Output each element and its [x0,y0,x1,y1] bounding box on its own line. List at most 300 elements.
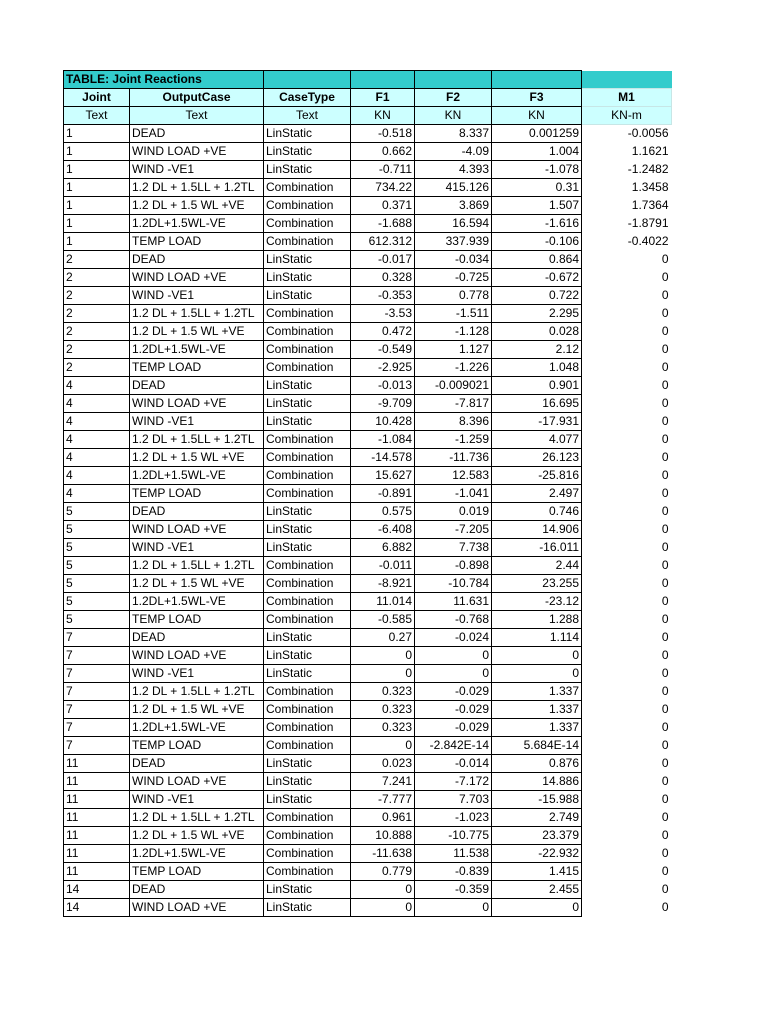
cell-outputcase: WIND -VE1 [130,665,264,683]
cell-m1: -0.0056 [627,126,669,141]
table-row [64,413,672,431]
cell-casetype: LinStatic [264,125,351,143]
cell-f3: 23.379 [492,827,582,845]
cell-f3: 14.886 [492,773,582,791]
table-row [64,251,672,269]
cell-joint: 1 [64,233,130,251]
cell-casetype: LinStatic [264,251,351,269]
cell-joint: 11 [64,755,130,773]
cell-joint: 7 [64,737,130,755]
cell-casetype: LinStatic [264,413,351,431]
cell-joint: 14 [64,899,130,917]
unit-m1: KN-m [582,107,672,125]
cell-f1: 15.627 [351,467,415,485]
cell-f2: 11.538 [415,845,492,863]
cell-outputcase: 1.2 DL + 1.5 WL +VE [130,197,264,215]
title-fill-cell [351,71,415,89]
cell-f1: 7.241 [351,773,415,791]
cell-f3: -1.078 [492,161,582,179]
cell-joint: 7 [64,701,130,719]
cell-f1: -2.925 [351,359,415,377]
cell-casetype: Combination [264,863,351,881]
cell-f3: -23.12 [492,593,582,611]
table-row [64,701,672,719]
cell-m1: 0 [661,432,669,446]
cell-f2: -0.359 [415,881,492,899]
cell-f3: -0.672 [492,269,582,287]
cell-f3: -1.616 [492,215,582,233]
cell-m1: 0 [661,450,669,464]
cell-f3: 0.722 [492,287,582,305]
cell-outputcase: 1.2 DL + 1.5 WL +VE [130,701,264,719]
table-row [64,683,672,701]
cell-f2: 415.126 [415,179,492,197]
cell-m1: 1.1621 [631,144,669,158]
cell-f2: -7.205 [415,521,492,539]
table-row [64,215,672,233]
cell-f3: -25.816 [492,467,582,485]
table-row [64,143,672,161]
cell-casetype: LinStatic [264,665,351,683]
table-body [64,125,672,917]
cell-joint: 1 [64,215,130,233]
cell-outputcase: DEAD [130,629,264,647]
cell-m1: -0.4022 [627,234,669,248]
cell-m1: 0 [661,540,669,554]
cell-f2: -1.041 [415,485,492,503]
cell-casetype: Combination [264,485,351,503]
cell-f2: -0.029 [415,719,492,737]
table-row [64,791,672,809]
cell-joint: 1 [64,125,130,143]
cell-f2: -1.259 [415,431,492,449]
cell-f1: -0.518 [351,125,415,143]
cell-outputcase: DEAD [130,125,264,143]
cell-outputcase: 1.2 DL + 1.5LL + 1.2TL [130,431,264,449]
cell-f1: -14.578 [351,449,415,467]
cell-casetype: Combination [264,341,351,359]
table-row [64,593,672,611]
title-fill-cell [264,71,351,89]
cell-f2: 0.778 [415,287,492,305]
cell-casetype: Combination [264,827,351,845]
unit-f1: KN [351,107,415,125]
cell-joint: 7 [64,683,130,701]
cell-f1: 0.472 [351,323,415,341]
table-row [64,341,672,359]
cell-outputcase: WIND LOAD +VE [130,899,264,917]
cell-f1: -9.709 [351,395,415,413]
unit-outputcase: Text [130,107,264,125]
cell-outputcase: 1.2DL+1.5WL-VE [130,215,264,233]
cell-casetype: LinStatic [264,161,351,179]
cell-m1: 0 [661,738,669,752]
cell-outputcase: 1.2DL+1.5WL-VE [130,845,264,863]
cell-outputcase: 1.2 DL + 1.5 WL +VE [130,323,264,341]
cell-outputcase: WIND LOAD +VE [130,773,264,791]
cell-m1: 0 [661,846,669,860]
cell-f1: 0.27 [351,629,415,647]
table-row [64,161,672,179]
cell-m1: 0 [661,522,669,536]
cell-outputcase: WIND LOAD +VE [130,143,264,161]
cell-m1: 0 [661,666,669,680]
cell-f2: -10.775 [415,827,492,845]
cell-m1: 0 [661,486,669,500]
cell-outputcase: 1.2 DL + 1.5LL + 1.2TL [130,557,264,575]
cell-outputcase: TEMP LOAD [130,359,264,377]
cell-f2: -1.128 [415,323,492,341]
unit-f2: KN [415,107,492,125]
cell-casetype: LinStatic [264,377,351,395]
cell-f2: 8.337 [415,125,492,143]
cell-casetype: LinStatic [264,269,351,287]
column-header-casetype: CaseType [264,89,351,107]
cell-m1: 0 [661,828,669,842]
column-header-m1: M1 [582,89,672,107]
cell-outputcase: 1.2 DL + 1.5LL + 1.2TL [130,809,264,827]
cell-joint: 5 [64,593,130,611]
cell-m1: 0 [661,288,669,302]
cell-joint: 11 [64,773,130,791]
cell-casetype: LinStatic [264,629,351,647]
cell-f2: 8.396 [415,413,492,431]
cell-outputcase: WIND LOAD +VE [130,647,264,665]
cell-casetype: Combination [264,449,351,467]
cell-f2: -0.898 [415,557,492,575]
cell-outputcase: WIND -VE1 [130,161,264,179]
cell-f2: 3.869 [415,197,492,215]
cell-joint: 5 [64,503,130,521]
cell-f1: 0.961 [351,809,415,827]
cell-outputcase: WIND -VE1 [130,287,264,305]
cell-f2: -0.839 [415,863,492,881]
cell-m1: 0 [661,810,669,824]
cell-m1: 0 [661,774,669,788]
cell-outputcase: TEMP LOAD [130,233,264,251]
cell-outputcase: 1.2DL+1.5WL-VE [130,467,264,485]
cell-outputcase: TEMP LOAD [130,611,264,629]
cell-joint: 4 [64,431,130,449]
cell-f2: -0.029 [415,701,492,719]
table-row [64,557,672,575]
cell-joint: 5 [64,575,130,593]
cell-m1: 0 [661,306,669,320]
cell-outputcase: WIND LOAD +VE [130,269,264,287]
table-row [64,845,672,863]
cell-f3: 14.906 [492,521,582,539]
cell-joint: 2 [64,287,130,305]
cell-joint: 11 [64,827,130,845]
cell-joint: 1 [64,161,130,179]
cell-f2: -1.023 [415,809,492,827]
cell-casetype: Combination [264,809,351,827]
cell-f2: -0.029 [415,683,492,701]
table-row [64,647,672,665]
table-row [64,395,672,413]
cell-casetype: Combination [264,683,351,701]
cell-m1: 0 [661,720,669,734]
cell-f2: -0.725 [415,269,492,287]
cell-casetype: LinStatic [264,791,351,809]
unit-casetype: Text [264,107,351,125]
column-header-joint: Joint [64,89,130,107]
table-row [64,863,672,881]
cell-f1: 0.328 [351,269,415,287]
cell-outputcase: 1.2DL+1.5WL-VE [130,341,264,359]
header-row [64,89,672,107]
cell-casetype: LinStatic [264,503,351,521]
cell-joint: 11 [64,845,130,863]
cell-m1: 0 [661,882,669,896]
cell-f2: -1.511 [415,305,492,323]
cell-m1: 0 [661,576,669,590]
table-row [64,629,672,647]
cell-joint: 2 [64,251,130,269]
cell-f2: 0 [415,647,492,665]
cell-f1: 0.323 [351,719,415,737]
cell-m1: 0 [661,648,669,662]
cell-m1: 0 [661,630,669,644]
cell-f2: -0.034 [415,251,492,269]
cell-m1: 0 [661,396,669,410]
cell-outputcase: WIND -VE1 [130,791,264,809]
cell-joint: 7 [64,665,130,683]
cell-f2: 7.738 [415,539,492,557]
unit-f3: KN [492,107,582,125]
cell-m1: 0 [661,558,669,572]
cell-f1: 0.323 [351,701,415,719]
cell-casetype: Combination [264,611,351,629]
cell-f3: 1.288 [492,611,582,629]
cell-outputcase: TEMP LOAD [130,737,264,755]
cell-f1: -1.084 [351,431,415,449]
cell-f2: -7.817 [415,395,492,413]
table-row [64,899,672,917]
cell-casetype: Combination [264,719,351,737]
cell-f3: 2.749 [492,809,582,827]
table-row [64,431,672,449]
cell-f2: -1.226 [415,359,492,377]
cell-f2: 0.019 [415,503,492,521]
cell-f2: -7.172 [415,773,492,791]
cell-f3: 0 [492,665,582,683]
cell-f1: -0.011 [351,557,415,575]
cell-casetype: LinStatic [264,647,351,665]
cell-joint: 2 [64,359,130,377]
cell-m1: 0 [661,468,669,482]
title-row [64,71,672,89]
cell-joint: 4 [64,485,130,503]
cell-outputcase: 1.2DL+1.5WL-VE [130,719,264,737]
cell-f3: -17.931 [492,413,582,431]
table-row [64,323,672,341]
cell-outputcase: DEAD [130,755,264,773]
cell-outputcase: 1.2 DL + 1.5 WL +VE [130,449,264,467]
table-row [64,539,672,557]
cell-f2: 7.703 [415,791,492,809]
table-row [64,665,672,683]
cell-outputcase: TEMP LOAD [130,485,264,503]
cell-f2: -0.768 [415,611,492,629]
cell-joint: 11 [64,863,130,881]
cell-casetype: Combination [264,197,351,215]
cell-m1: 0 [661,612,669,626]
cell-m1: 0 [661,792,669,806]
cell-outputcase: 1.2 DL + 1.5LL + 1.2TL [130,179,264,197]
cell-outputcase: WIND LOAD +VE [130,395,264,413]
cell-casetype: Combination [264,557,351,575]
cell-f3: 23.255 [492,575,582,593]
table-row [64,521,672,539]
cell-m1: 0 [661,594,669,608]
cell-f2: 11.631 [415,593,492,611]
cell-f1: -0.549 [351,341,415,359]
cell-casetype: Combination [264,467,351,485]
title-fill-cell [492,71,582,89]
table-title: TABLE: Joint Reactions [64,71,264,89]
cell-m1: 0 [661,360,669,374]
cell-f1: 6.882 [351,539,415,557]
cell-f3: -0.106 [492,233,582,251]
title-fill-cell [415,71,492,89]
cell-joint: 1 [64,143,130,161]
cell-f1: 10.428 [351,413,415,431]
cell-f1: -1.688 [351,215,415,233]
cell-joint: 4 [64,377,130,395]
cell-f3: 1.114 [492,629,582,647]
cell-f2: -0.009021 [415,377,492,395]
cell-f3: 2.12 [492,341,582,359]
table-row [64,737,672,755]
cell-f3: 0 [492,899,582,917]
cell-f1: 734.22 [351,179,415,197]
table-row [64,287,672,305]
cell-f1: -6.408 [351,521,415,539]
cell-joint: 5 [64,611,130,629]
cell-f1: -0.353 [351,287,415,305]
cell-f1: 0.779 [351,863,415,881]
table-row [64,449,672,467]
cell-f2: -0.024 [415,629,492,647]
cell-casetype: Combination [264,737,351,755]
unit-joint: Text [64,107,130,125]
table-row [64,503,672,521]
cell-f3: -22.932 [492,845,582,863]
cell-m1: 0 [661,414,669,428]
cell-f3: 0.028 [492,323,582,341]
table-row [64,827,672,845]
cell-m1: -1.8791 [627,216,669,230]
cell-joint: 2 [64,269,130,287]
cell-f3: -15.988 [492,791,582,809]
cell-joint: 4 [64,449,130,467]
cell-f3: 1.507 [492,197,582,215]
cell-outputcase: 1.2 DL + 1.5LL + 1.2TL [130,683,264,701]
cell-f3: 2.455 [492,881,582,899]
cell-f3: 2.295 [492,305,582,323]
cell-f1: -0.711 [351,161,415,179]
table-row [64,575,672,593]
cell-f1: -7.777 [351,791,415,809]
column-header-f1: F1 [351,89,415,107]
cell-m1: 1.7364 [631,198,669,212]
cell-f2: 0 [415,665,492,683]
table-row [64,881,672,899]
cell-outputcase: DEAD [130,503,264,521]
cell-f1: -3.53 [351,305,415,323]
cell-joint: 1 [64,197,130,215]
cell-casetype: LinStatic [264,899,351,917]
cell-m1: 0 [661,684,669,698]
cell-f3: 16.695 [492,395,582,413]
cell-joint: 4 [64,395,130,413]
cell-joint: 7 [64,629,130,647]
table-row [64,305,672,323]
cell-f3: 1.337 [492,719,582,737]
cell-f1: 0.575 [351,503,415,521]
cell-f2: -0.014 [415,755,492,773]
cell-f3: 4.077 [492,431,582,449]
cell-casetype: LinStatic [264,773,351,791]
cell-outputcase: 1.2 DL + 1.5 WL +VE [130,827,264,845]
cell-m1: 0 [661,504,669,518]
table-row [64,755,672,773]
cell-joint: 2 [64,323,130,341]
cell-outputcase: WIND LOAD +VE [130,521,264,539]
table-row [64,809,672,827]
cell-outputcase: TEMP LOAD [130,863,264,881]
cell-f3: 5.684E-14 [492,737,582,755]
cell-f2: 16.594 [415,215,492,233]
cell-f2: -11.736 [415,449,492,467]
cell-joint: 7 [64,647,130,665]
cell-joint: 5 [64,521,130,539]
cell-f3: 1.337 [492,701,582,719]
cell-f1: 0.323 [351,683,415,701]
cell-f2: -2.842E-14 [415,737,492,755]
cell-casetype: LinStatic [264,755,351,773]
cell-casetype: Combination [264,305,351,323]
cell-f1: 0 [351,737,415,755]
cell-joint: 5 [64,557,130,575]
table-row [64,125,672,143]
cell-f1: -0.017 [351,251,415,269]
units-row [64,107,672,125]
table-row [64,197,672,215]
cell-joint: 4 [64,413,130,431]
cell-outputcase: 1.2DL+1.5WL-VE [130,593,264,611]
cell-outputcase: WIND -VE1 [130,539,264,557]
cell-m1: 0 [661,756,669,770]
cell-outputcase: 1.2 DL + 1.5LL + 1.2TL [130,305,264,323]
cell-casetype: LinStatic [264,539,351,557]
cell-m1: 0 [661,270,669,284]
cell-casetype: Combination [264,233,351,251]
cell-m1: 1.3458 [631,180,669,194]
column-header-f3: F3 [492,89,582,107]
cell-f1: -8.921 [351,575,415,593]
cell-m1: 0 [661,342,669,356]
cell-casetype: Combination [264,179,351,197]
cell-f3: 1.004 [492,143,582,161]
cell-outputcase: DEAD [130,251,264,269]
cell-joint: 14 [64,881,130,899]
cell-casetype: LinStatic [264,521,351,539]
cell-f3: 1.337 [492,683,582,701]
table-row [64,179,672,197]
cell-f3: 0.901 [492,377,582,395]
